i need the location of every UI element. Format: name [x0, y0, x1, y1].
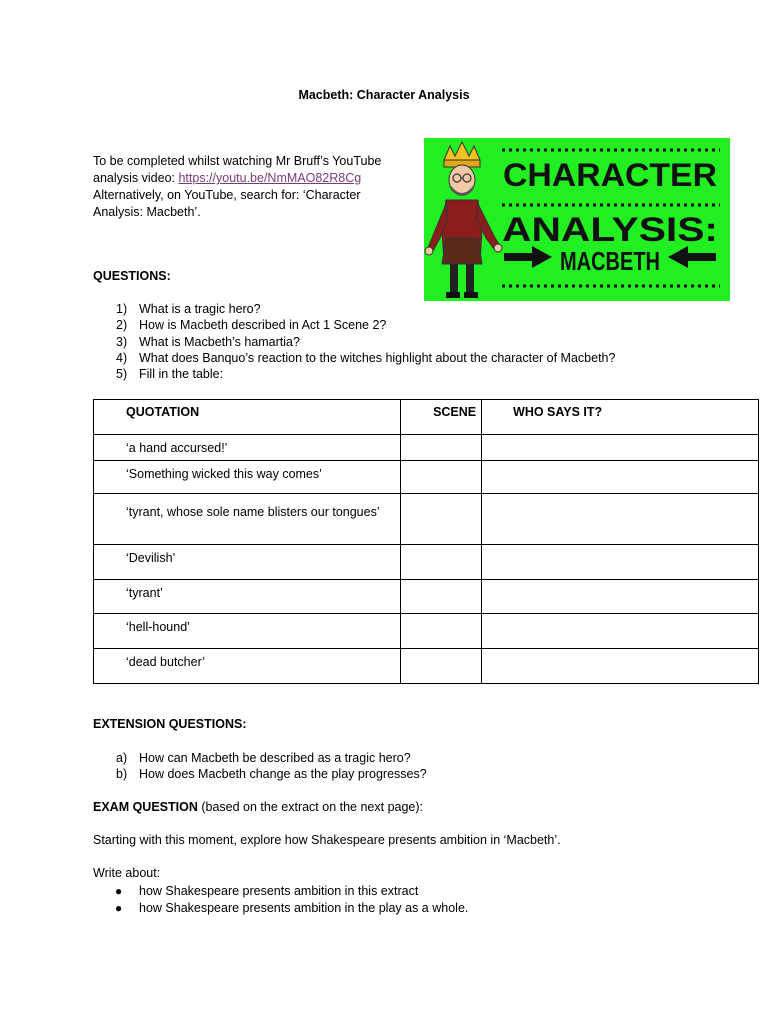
bullet-icon: ●	[115, 884, 123, 898]
table-row	[94, 580, 759, 614]
column-header-scene: SCENE	[401, 400, 482, 435]
intro-paragraph	[93, 153, 393, 221]
who-says-it-cell[interactable]	[482, 614, 759, 649]
scene-cell[interactable]	[401, 435, 482, 461]
quotation-cell: ‘Devilish’	[94, 545, 401, 580]
bullet-item	[93, 900, 593, 917]
intro-line-2-prefix: analysis video:	[93, 171, 179, 185]
extension-text: How can Macbeth be described as a tragic hero?	[139, 751, 411, 765]
column-header-who-says-it: WHO SAYS IT?	[482, 400, 759, 435]
extension-item	[93, 750, 593, 766]
question-item	[93, 317, 713, 333]
table-row	[94, 435, 759, 461]
who-says-it-cell[interactable]	[482, 545, 759, 580]
table-header-row	[94, 400, 759, 435]
exam-question-line	[93, 800, 423, 814]
quotation-cell: ‘a hand accursed!’	[94, 435, 401, 461]
arrow-right-icon	[504, 246, 552, 268]
quotation-table	[93, 399, 759, 684]
crowned-character-illustration	[425, 142, 502, 298]
question-text: How is Macbeth described in Act 1 Scene 2?	[139, 318, 387, 333]
bullet-item	[93, 883, 593, 900]
table-row	[94, 649, 759, 684]
extension-letter: b)	[116, 767, 128, 782]
banner-title-line-1: CHARACTER	[503, 157, 717, 193]
question-number: 2)	[116, 318, 128, 333]
scene-cell[interactable]	[401, 494, 482, 545]
bullet-text: how Shakespeare presents ambition in the play as a whole.	[139, 901, 469, 915]
column-header-quotation: QUOTATION	[94, 400, 401, 435]
scene-cell[interactable]	[401, 545, 482, 580]
quotation-cell: ‘tyrant’	[94, 580, 401, 614]
scene-cell[interactable]	[401, 614, 482, 649]
questions-heading: QUESTIONS:	[93, 269, 171, 283]
character-analysis-banner	[424, 138, 730, 301]
write-about-list	[93, 883, 593, 917]
question-item	[93, 366, 713, 382]
scene-cell[interactable]	[401, 461, 482, 494]
youtube-link[interactable]: https://youtu.be/NmMAO82R8Cg	[178, 171, 362, 185]
question-item	[93, 301, 713, 317]
extension-letter: a)	[116, 751, 128, 765]
quotation-cell: ‘tyrant, whose sole name blisters our tongues’	[94, 494, 401, 545]
intro-line-3: Alternatively, on YouTube, search for: ‘Character	[93, 188, 361, 202]
question-text: What is a tragic hero?	[139, 302, 261, 316]
question-item	[93, 350, 713, 366]
exam-question-label: EXAM QUESTION	[93, 800, 198, 814]
question-number: 3)	[116, 334, 128, 349]
who-says-it-cell[interactable]	[482, 461, 759, 494]
scene-cell[interactable]	[401, 649, 482, 684]
bullet-text: how Shakespeare presents ambition in this extract	[139, 884, 419, 898]
table-row	[94, 494, 759, 545]
bullet-icon: ●	[115, 901, 123, 915]
who-says-it-cell[interactable]	[482, 580, 759, 614]
question-text: Fill in the table:	[139, 367, 224, 382]
exam-question-note: (based on the extract on the next page):	[197, 800, 424, 814]
quotation-cell: ‘hell-hound’	[94, 614, 401, 649]
who-says-it-cell[interactable]	[482, 435, 759, 461]
extension-item	[93, 766, 593, 782]
intro-line-4: Analysis: Macbeth’.	[93, 205, 201, 219]
table-row	[94, 461, 759, 494]
question-text: What is Macbeth’s hamartia?	[139, 334, 300, 349]
scene-cell[interactable]	[401, 580, 482, 614]
arrow-left-icon	[668, 246, 716, 268]
question-item	[93, 334, 713, 350]
quotation-cell: ‘Something wicked this way comes’	[94, 461, 401, 494]
question-number: 1)	[116, 302, 128, 316]
who-says-it-cell[interactable]	[482, 649, 759, 684]
questions-list	[93, 301, 713, 382]
question-text: What does Banquo’s reaction to the witches highlight about the character of Macbeth?	[139, 350, 616, 365]
question-number: 4)	[116, 350, 128, 365]
quotation-cell: ‘dead butcher’	[94, 649, 401, 684]
exam-prompt: Starting with this moment, explore how Shakespeare presents ambition in ‘Macbeth’.	[93, 833, 561, 847]
extension-list	[93, 750, 593, 783]
who-says-it-cell[interactable]	[482, 494, 759, 545]
banner-title-line-2: ANALYSIS:	[502, 211, 718, 249]
question-number: 5)	[116, 367, 128, 382]
banner-title-line-3: MACBETH	[560, 246, 660, 276]
banner-graphic	[424, 138, 730, 301]
intro-line-2	[93, 170, 393, 187]
write-about-label: Write about:	[93, 866, 161, 880]
page-title: Macbeth: Character Analysis	[298, 88, 470, 102]
table-row	[94, 545, 759, 580]
extension-heading: EXTENSION QUESTIONS:	[93, 717, 247, 731]
extension-text: How does Macbeth change as the play progresses?	[139, 767, 427, 782]
table-row	[94, 614, 759, 649]
intro-line-1: To be completed whilst watching Mr Bruff’s YouTube	[93, 154, 382, 168]
